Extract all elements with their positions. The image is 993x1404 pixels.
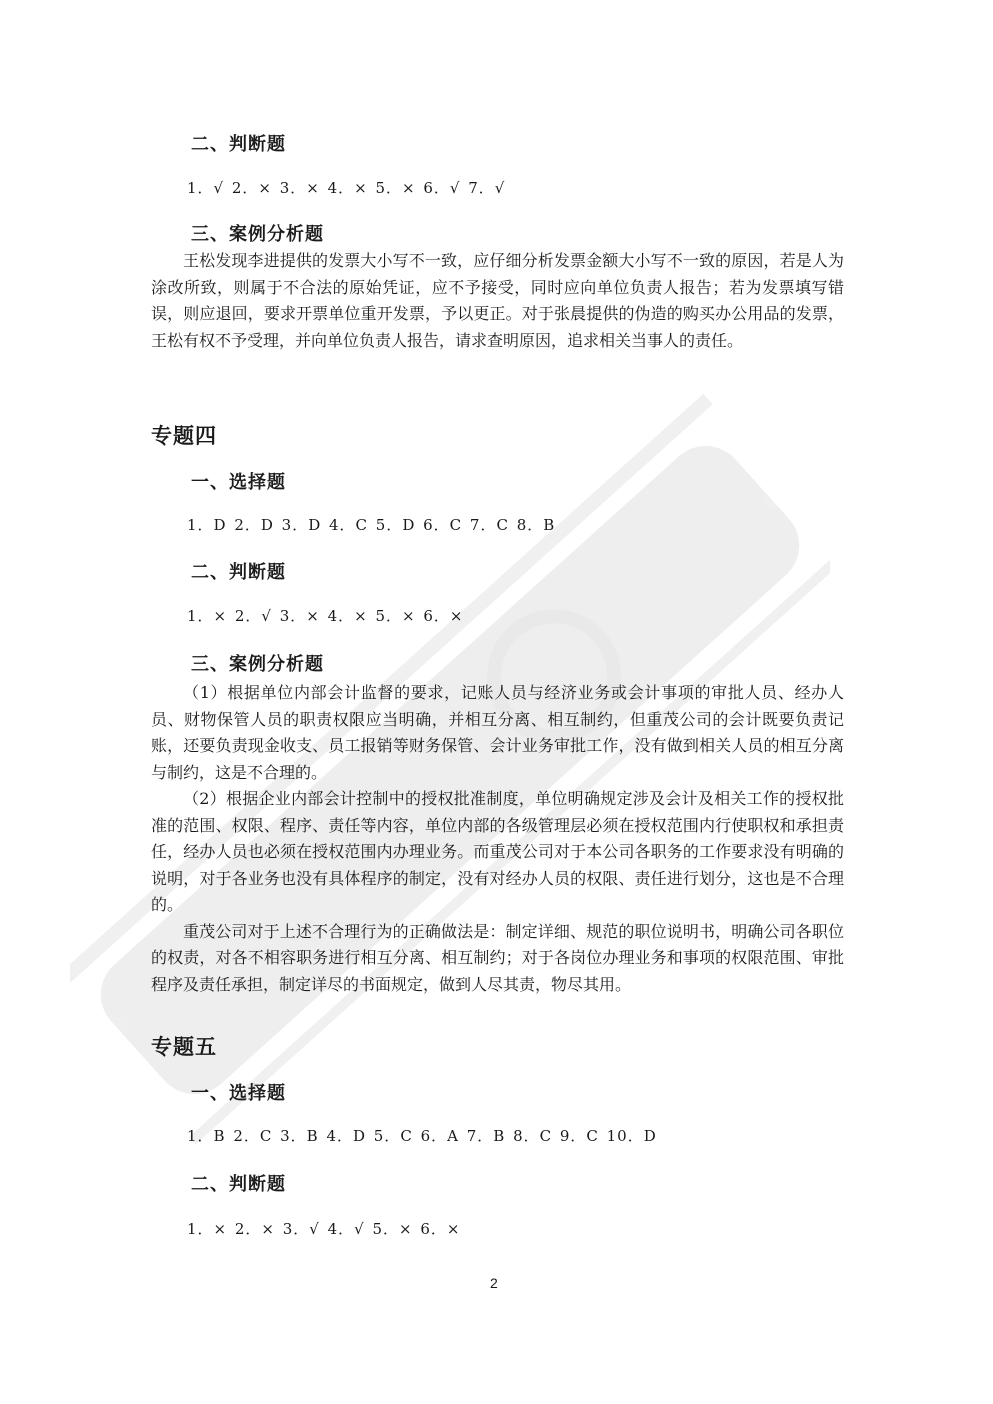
case-paragraph: （1）根据单位内部会计监督的要求，记账人员与经济业务或会计事项的审批人员、经办人员、财物保管人员的职责权限应当明确，并相互分离、相互制约，但重茂公司的会计既要负责记账，还要负责现金收支、员工报销等财务保管、会计业务审批工作，没有做到相关人员的相互分离与制约，这是不合理的。: [151, 683, 844, 782]
section-heading-choice: 一、选择题: [191, 472, 286, 493]
section-heading-judge: 二、判断题: [191, 134, 286, 155]
case-paragraph: 重茂公司对于上述不合理行为的正确做法是：制定详细、规范的职位说明书，明确公司各职位的权责，对各不相容职务进行相互分离、相互制约；对于各岗位办理业务和事项的权限范围、审批程序及责任承担，制定详尽的书面规定，做到人尽其责，物尽其用。: [151, 921, 844, 994]
case-paragraph: （2）根据企业内部会计控制中的授权批准制度，单位明确规定涉及会计及相关工作的授权批准的范围、权限、程序、责任等内容，单位内部的各级管理层必须在授权范围内行使职权和承担责任，经办人员也必须在授权范围内办理业务。而重茂公司对于本公司各职务的工作要求没有明确的说明，对于各业务也没有具体程序的制定，没有对经办人员的权限、责任进行划分，这也是不合理的。: [151, 789, 844, 914]
topic-title: 专题四: [151, 424, 217, 448]
section-heading-case: 三、案例分析题: [191, 654, 324, 675]
judge-answers: 1．√ 2．× 3．× 4．× 5．× 6．√ 7．√: [187, 179, 506, 197]
section-heading-judge: 二、判断题: [191, 1174, 286, 1195]
judge-answers: 1．× 2．× 3．√ 4．√ 5．× 6．×: [187, 1220, 461, 1238]
section-heading-choice: 一、选择题: [191, 1083, 286, 1104]
choice-answers: 1．B 2．C 3．B 4．D 5．C 6．A 7．B 8．C 9．C 10．D: [187, 1127, 657, 1145]
case-paragraph: 王松发现李进提供的发票大小写不一致，应仔细分析发票金额大小写不一致的原因，若是人为涂改所致，则属于不合法的原始凭证，应不予接受，同时应向单位负责人报告；若为发票填写错误，则应退回，要求开票单位重开发票，予以更正。对于张晨提供的伪造的购买办公用品的发票，王松有权不予受理，并向单位负责人报告，请求查明原因，追求相关当事人的责任。: [151, 251, 844, 350]
topic-title: 专题五: [151, 1035, 217, 1059]
choice-answers: 1．D 2．D 3．D 4．C 5．D 6．C 7．C 8．B: [187, 516, 556, 534]
case-analysis-body: [151, 248, 844, 354]
case-analysis-body: [151, 680, 844, 998]
page-number: 2: [490, 1275, 498, 1291]
judge-answers: 1．× 2．√ 3．× 4．× 5．× 6．×: [187, 607, 464, 625]
section-heading-case: 三、案例分析题: [191, 224, 324, 245]
section-heading-judge: 二、判断题: [191, 562, 286, 583]
